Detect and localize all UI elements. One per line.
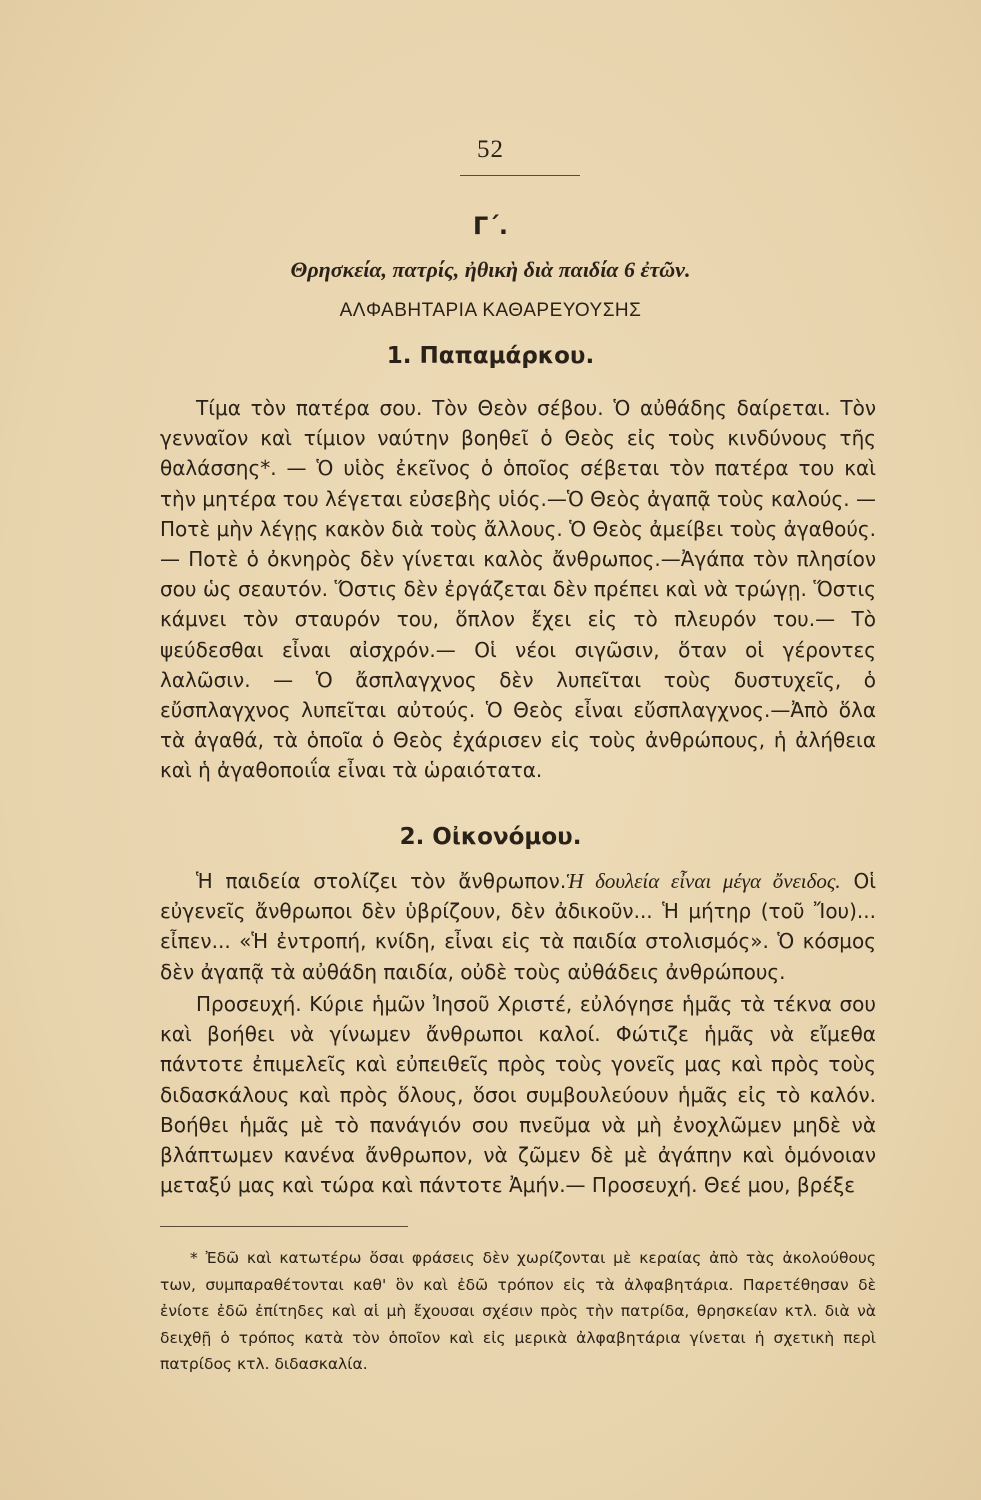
section-2-text-rest: Οἱ εὐγενεῖς ἄνθρωποι δὲν ὑβρίζουν, δὲν ἀδικοῦν... Ἡ μήτηρ (τοῦ Ἴου)... εἶπεν... «Ἡ ἐντροπή, κνίδη, εἶναι εἰς τὰ παιδία στολισμός». Ὁ κόσμος δὲν ἀγαπᾷ τὰ αὐθάδη παιδία, οὐδὲ τοὺς αὐθάδεις ἀνθρώπους. xyxy=(160,869,876,984)
prayer-paragraph: Προσευχή. Κύριε ἡμῶν Ἰησοῦ Χριστέ, εὐλόγησε ἡμᾶς τὰ τέκνα σου καὶ βοήθει νὰ γίνωμεν ἄνθρωποι καλοί. Φώτιζε ἡμᾶς νὰ εἴμεθα πάντοτε ἐπιμελεῖς καὶ εὐπειθεῖς πρὸς τοὺς γονεῖς μας καὶ πρὸς τοὺς διδασκάλους καὶ πρὸς ὅλους, ὅσοι συμβουλεύουν ἡμᾶς εἰς τὸ καλόν. Βοήθει ἡμᾶς μὲ τὸ πανάγιόν σου πνεῦμα νὰ μὴ ἐνοχλῶμεν μηδὲ νὰ βλάπτωμεν κανένα ἄνθρωπον, νὰ ζῶμεν δὲ μὲ ἀγάπην καὶ ὁμόνοιαν μεταξύ μας καὶ τώρα καὶ πάντοτε Ἀμήν.— Προσευχή. Θεέ μου, βρέξε xyxy=(160,992,876,1198)
page-number: 52 xyxy=(477,136,504,163)
chapter-subtitle-caps: ΑΛΦΑΒΗΤΑΡΙΑ ΚΑΘΑΡΕΥΟΥΣΗΣ xyxy=(339,300,642,321)
section-mark: Γ΄. xyxy=(472,212,508,240)
section-2-heading: 2. Οἰκονόμου. xyxy=(399,824,582,850)
footnote: * Ἐδῶ καὶ κατωτέρω ὅσαι φράσεις δὲν χωρίζονται μὲ κεραίας ἀπὸ τὰς ἀκολούθους των, συμπαραθέτονται καθ' ὃν καὶ ἐδῶ τρόπον εἰς τὰ ἀλφαβητάρια. Παρετέθησαν δὲ ἐνίοτε ἐδῶ ἐπίτηδες καὶ αἱ μὴ ἔχουσαι σχέσιν πρὸς τὴν πατρίδα, θρησκείαν κτλ. διὰ νὰ δειχθῇ ὁ τρόπος κατὰ τὸν ὁποῖον καὶ εἰς μερικὰ ἀλφαβητάρια γίνεται ἡ σχετικὴ περὶ πατρίδος κτλ. διδασκαλία. xyxy=(160,1249,876,1373)
footnote-rule xyxy=(160,1226,408,1227)
header-rule xyxy=(460,175,580,176)
section-1-heading: 1. Παπαμάρκου. xyxy=(386,343,595,369)
section-1-paragraph: Τίμα τὸν πατέρα σου. Τὸν Θεὸν σέβου. Ὁ αὐθάδης δαίρεται. Τὸν γενναῖον καὶ τίμιον ναύτην βοηθεῖ ὁ Θεὸς εἰς τοὺς κινδύνους τῆς θαλάσσης*. — Ὁ υἱὸς ἐκεῖνος ὁ ὁποῖος σέβεται τὸν πατέρα του καὶ τὴν μητέρα του λέγεται εὐσεβὴς υἱός.—Ὁ Θεὸς ἀγαπᾷ τοὺς καλούς. — Ποτὲ μὴν λέγῃς κακὸν διὰ τοὺς ἄλλους. Ὁ Θεὸς ἀμείβει τοὺς ἀγαθούς.— Ποτὲ ὁ ὀκνηρὸς δὲν γίνεται καλὸς ἄνθρωπος.—Ἀγάπα τὸν πλησίον σου ὡς σεαυτόν. Ὅστις δὲν ἐργάζεται δὲν πρέπει καὶ νὰ τρώγῃ. Ὅστις κάμνει τὸν σταυρόν του, ὅπλον ἔχει εἰς τὸ πλευρόν του.— Τὸ ψεύδεσθαι εἶναι αἰσχρόν.— Οἱ νέοι σιγῶσιν, ὅταν οἱ γέροντες λαλῶσιν. — Ὁ ἄσπλαγχνος δὲν λυπεῖται τοὺς δυστυχεῖς, ὁ εὔσπλαγχνος λυπεῖται αὐτούς. Ὁ Θεὸς εἶναι εὔσπλαγχνος.—Ἀπὸ ὅλα τὰ ἀγαθά, τὰ ὁποῖα ὁ Θεὸς ἐχάρισεν εἰς τοὺς ἀνθρώπους, ἡ ἀλήθεια καὶ ἡ ἀγαθοποιΐα εἶναι τὰ ὡραιότατα. xyxy=(160,396,876,783)
section-2-paragraph xyxy=(160,866,876,987)
section-2-italic-text: Ἡ δουλεία εἶναι μέγα ὄνειδος. xyxy=(566,869,841,893)
section-2-text-start: Ἡ παιδεία στολίζει τὸν ἄνθρωπον. xyxy=(196,869,567,893)
chapter-subtitle: Θρησκεία, πατρίς, ἠθικὴ διὰ παιδία 6 ἐτῶν. xyxy=(290,257,691,282)
